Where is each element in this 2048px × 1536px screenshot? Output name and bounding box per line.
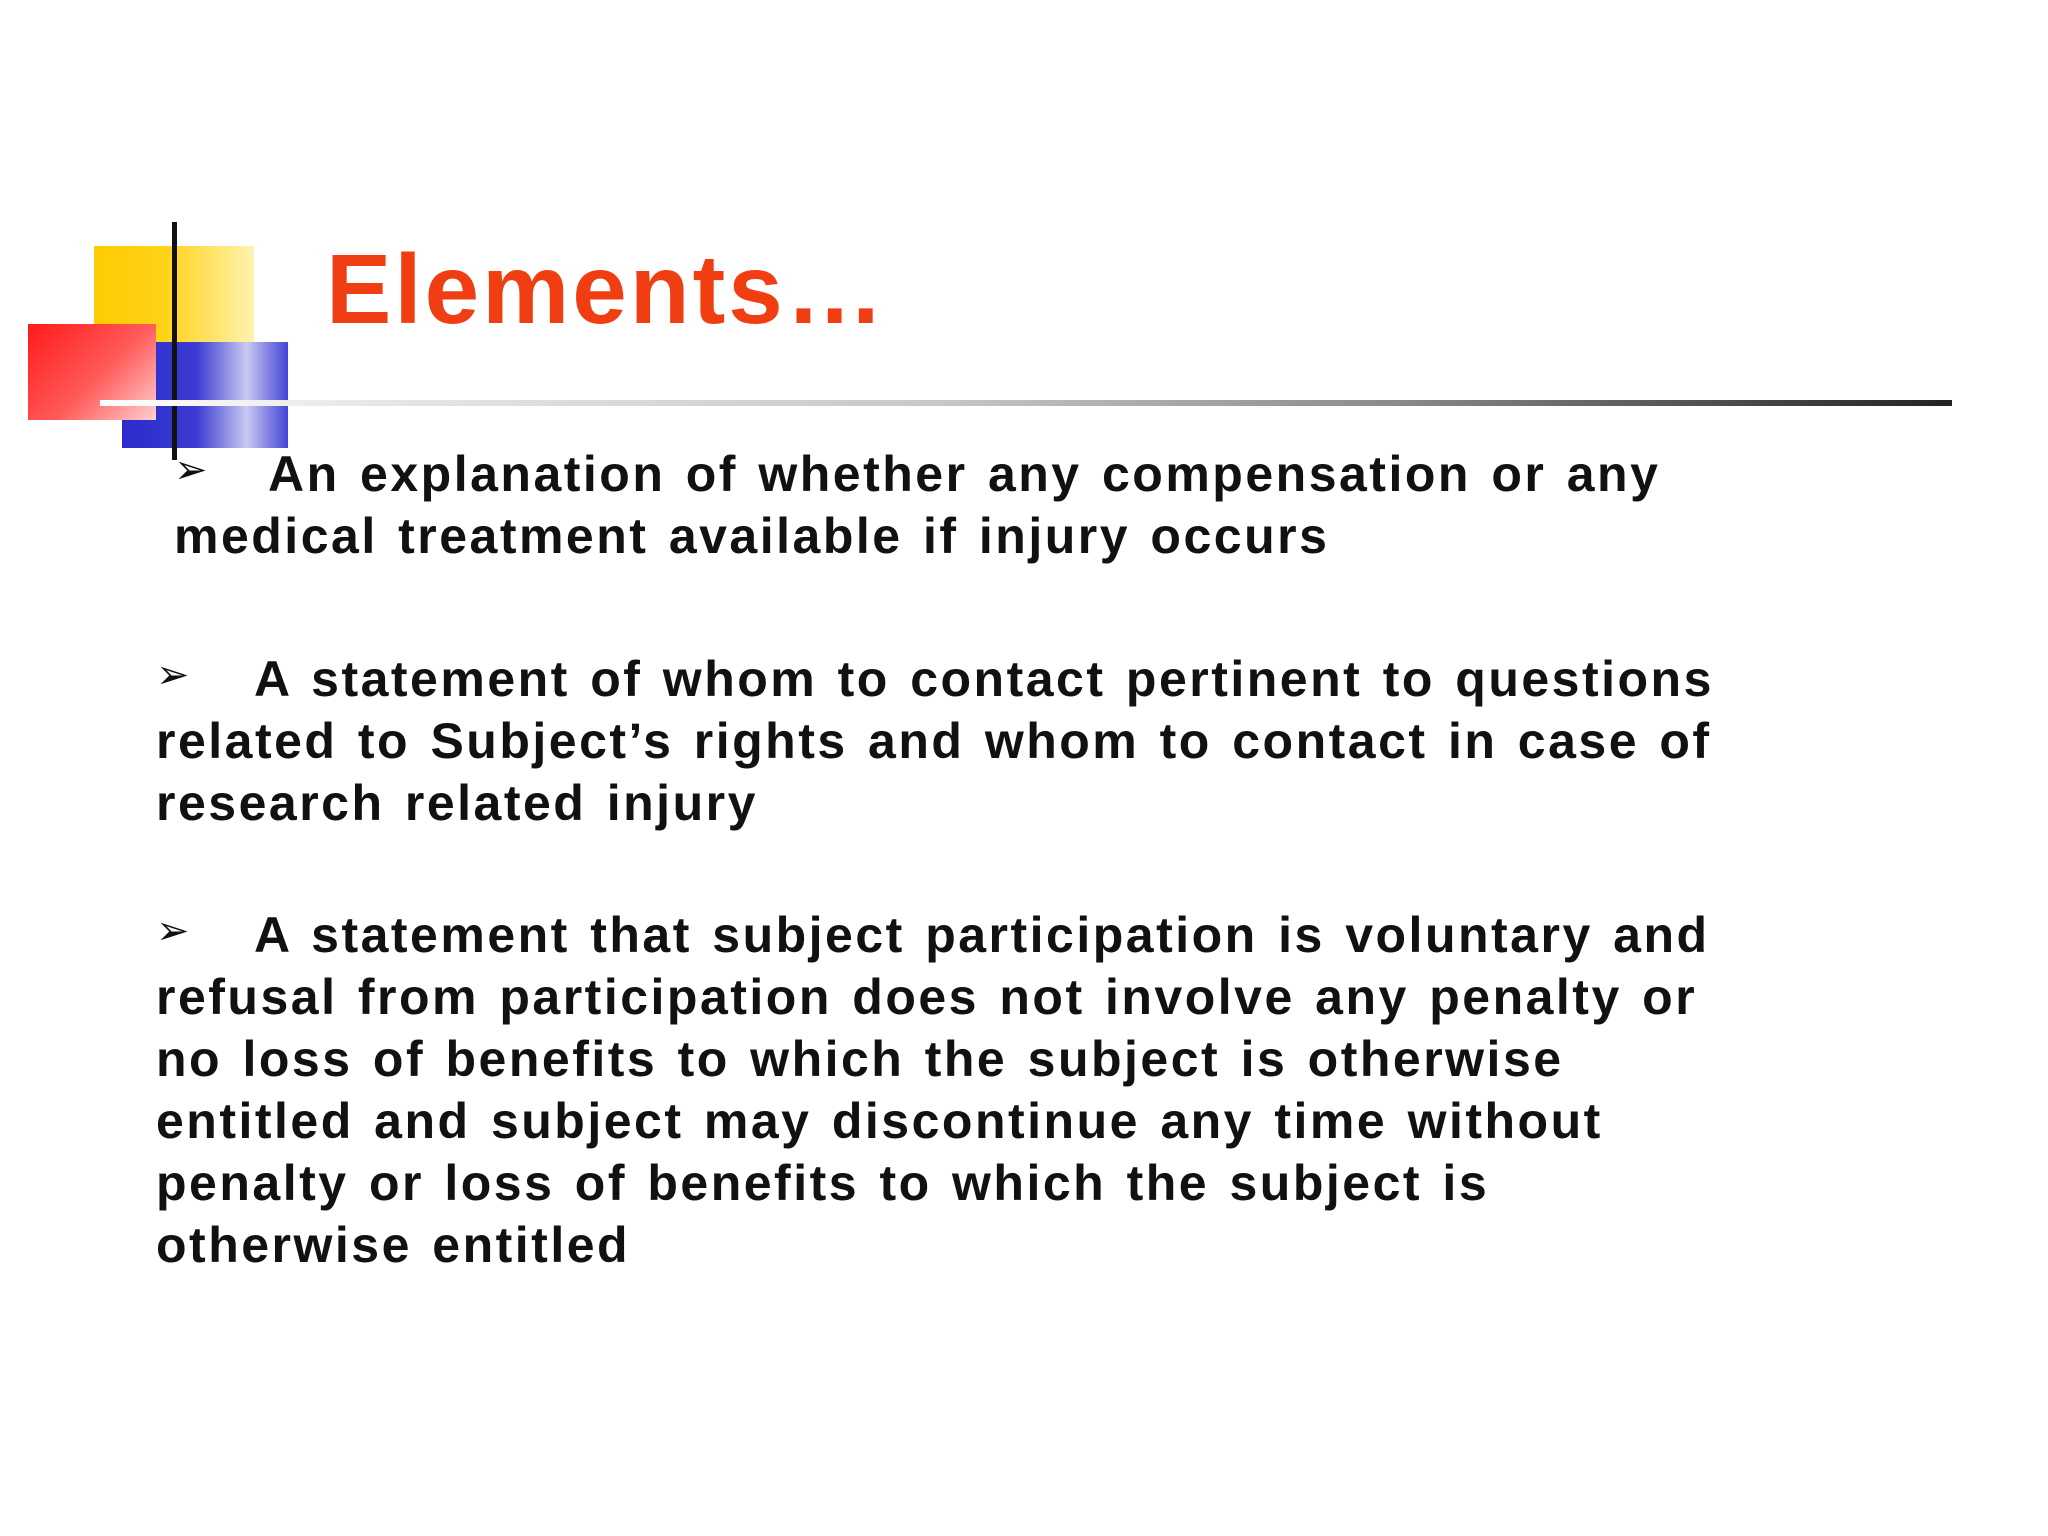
arrowhead-bullet-icon: ➢ xyxy=(156,908,190,954)
arrowhead-bullet-icon: ➢ xyxy=(174,447,208,493)
vertical-rule xyxy=(172,222,177,460)
bullet-item xyxy=(174,443,1774,567)
slide-title: Elements… xyxy=(326,234,887,344)
bullet-item xyxy=(156,648,1746,834)
bullet-item xyxy=(156,904,1716,1276)
title-underline-rule xyxy=(100,400,1952,406)
bullet-text: An explanation of whether any compensation or any medical treatment available if injury occurs xyxy=(174,446,1661,564)
bullet-text: A statement of whom to contact pertinent to questions related to Subject’s rights and whom to contact in case of research related injury xyxy=(156,651,1714,831)
arrowhead-bullet-icon: ➢ xyxy=(156,652,190,698)
bullet-text: A statement that subject participation is voluntary and refusal from participation does not involve any penalty or no loss of benefits to which the subject is otherwise entitled and subject may discontinue any time without penalty or loss of benefits to which the subject is otherwise entitled xyxy=(156,907,1710,1273)
